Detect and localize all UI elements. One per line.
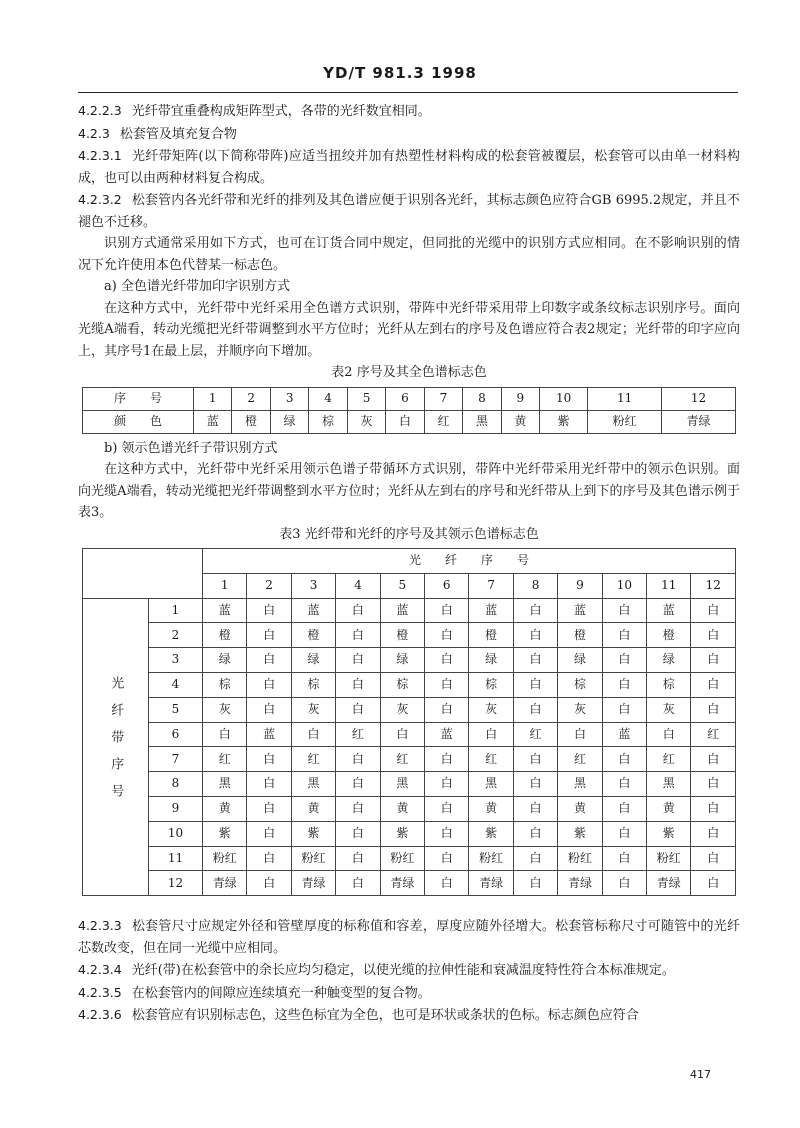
- table-cell: 绿: [647, 648, 691, 673]
- identification-paragraph: 识别方式通常采用如下方式，也可在订货合同中规定，但同批的光缆中的识别方式应相同。在不影响识别的情况下允许使用本色代替某一标志色。: [78, 236, 740, 273]
- column-number-cell: 3: [291, 573, 335, 598]
- table-cell: 青绿: [558, 871, 602, 896]
- ribbon-number-cell: 6: [149, 722, 203, 747]
- table-cell: 橙: [647, 623, 691, 648]
- table-cell: 白: [247, 697, 291, 722]
- table-cell: 白: [336, 648, 380, 673]
- clause-4-2-3-1: [78, 145, 740, 189]
- table-cell: 白: [203, 722, 247, 747]
- clause-text: 光纤(带)在松套管中的余长应均匀稳定，以使光缆的拉伸性能和衰减温度特性符合本标准规定。: [131, 963, 675, 978]
- table-cell: 白: [691, 796, 736, 821]
- clause-number: 4.2.3.4: [78, 962, 122, 977]
- table-cell: 橙: [232, 410, 270, 433]
- page-number: 417: [690, 1068, 711, 1081]
- table-row: [83, 722, 736, 747]
- table-cell: 蓝: [194, 410, 232, 433]
- table-cell: 蓝: [203, 598, 247, 623]
- document-body: [78, 100, 740, 898]
- table-cell: 橙: [558, 623, 602, 648]
- table-cell: 黄: [203, 796, 247, 821]
- table-cell: 棕: [291, 672, 335, 697]
- table-3: [82, 548, 736, 896]
- table-cell: 白: [425, 821, 469, 846]
- table-cell: 黑: [469, 772, 513, 797]
- fiber-number-header: 光 纤 序 号: [203, 549, 736, 574]
- clause-number: 4.2.3.5: [78, 984, 122, 1000]
- table-cell: 黑: [203, 772, 247, 797]
- column-number-cell: 10: [602, 573, 646, 598]
- table-cell: 白: [558, 722, 602, 747]
- ribbon-number-cell: 8: [149, 772, 203, 797]
- column-number-cell: 2: [247, 573, 291, 598]
- table-cell: 蓝: [558, 598, 602, 623]
- table-cell: 青绿: [662, 410, 736, 433]
- table-cell: 白: [291, 722, 335, 747]
- table-cell: 白: [336, 598, 380, 623]
- table-cell: 白: [247, 598, 291, 623]
- table-row: [83, 747, 736, 772]
- table-cell: 白: [602, 821, 646, 846]
- table-cell: 红: [336, 722, 380, 747]
- table-cell: 3: [270, 387, 308, 410]
- table-cell: 绿: [558, 648, 602, 673]
- table-cell: 白: [602, 623, 646, 648]
- table-cell: 灰: [469, 697, 513, 722]
- table-cell: 青绿: [380, 871, 424, 896]
- table-cell: 白: [336, 846, 380, 871]
- table-cell: 红: [291, 747, 335, 772]
- table-cell: 白: [380, 722, 424, 747]
- column-number-cell: 4: [336, 573, 380, 598]
- table-row: [83, 648, 736, 673]
- table-cell: 白: [513, 846, 557, 871]
- table-cell: 粉红: [558, 846, 602, 871]
- ribbon-number-header-text: 光纤带序号: [108, 675, 124, 811]
- table-row: [83, 598, 736, 623]
- column-number-cell: 9: [558, 573, 602, 598]
- table-cell: 白: [691, 672, 736, 697]
- table-cell: 红: [513, 722, 557, 747]
- row-label: 序 号: [83, 387, 194, 410]
- table-cell: 紫: [558, 821, 602, 846]
- table-cell: 黄: [291, 796, 335, 821]
- table-2-number-row: [83, 387, 736, 410]
- table-cell: 青绿: [291, 871, 335, 896]
- ribbon-number-cell: 4: [149, 672, 203, 697]
- table-cell: 红: [469, 747, 513, 772]
- table-cell: 白: [602, 648, 646, 673]
- clause-text: 松套管尺寸应规定外径和管壁厚度的标称值和容差，厚度应随外径增大。松套管标称尺寸可随管中的光纤芯数改变，但在同一光缆中应相同。: [78, 919, 740, 956]
- table-cell: 紫: [647, 821, 691, 846]
- table-cell: 青绿: [203, 871, 247, 896]
- table-row: [83, 796, 736, 821]
- table-cell: 蓝: [469, 598, 513, 623]
- clause-4-2-3-5: [78, 982, 740, 1005]
- table-cell: 白: [247, 747, 291, 772]
- table-cell: 红: [558, 747, 602, 772]
- table-cell: 红: [647, 747, 691, 772]
- table-cell: 粉红: [291, 846, 335, 871]
- table-cell: 蓝: [602, 722, 646, 747]
- table-cell: 紫: [380, 821, 424, 846]
- document-body-continued: [78, 915, 740, 1027]
- table-cell: 黄: [647, 796, 691, 821]
- table-cell: 1: [194, 387, 232, 410]
- column-number-cell: 8: [513, 573, 557, 598]
- table-cell: 白: [647, 722, 691, 747]
- table-cell: 棕: [469, 672, 513, 697]
- table-cell: 棕: [309, 410, 347, 433]
- table-cell: 白: [425, 598, 469, 623]
- ribbon-number-cell: 7: [149, 747, 203, 772]
- table-cell: 红: [424, 410, 462, 433]
- table-cell: 棕: [203, 672, 247, 697]
- table-row: [83, 623, 736, 648]
- clause-text: 松套管应有识别标志色，这些色标宜为全色，也可是环状或条状的色标。标志颜色应符合: [131, 1008, 639, 1023]
- table-cell: 白: [425, 747, 469, 772]
- item-a-text: 在这种方式中，光纤带中光纤采用全色谱方式识别，带阵中光纤带采用带上印数字或条纹标志识别序号。面向光缆A端看，转动光缆把光纤带调整到水平方位时；光纤从左到右的序号及色谱应符合表2规定；光纤带的印字应向上，其序号1在最上层，并顺序向下增加。: [78, 300, 740, 359]
- table-row: [83, 697, 736, 722]
- header-rule: [78, 92, 738, 93]
- column-number-cell: 5: [380, 573, 424, 598]
- table-cell: 2: [232, 387, 270, 410]
- table-cell: 白: [336, 747, 380, 772]
- clause-number: 4.2.3.6: [78, 1007, 122, 1022]
- table-cell: 白: [513, 697, 557, 722]
- table-cell: 白: [691, 871, 736, 896]
- table-cell: 灰: [380, 697, 424, 722]
- table-cell: 绿: [203, 648, 247, 673]
- ribbon-number-cell: 11: [149, 846, 203, 871]
- clause-4-2-2-3: [78, 100, 740, 123]
- clause-number: 4.2.2.3: [78, 103, 122, 118]
- table-cell: 7: [424, 387, 462, 410]
- table-cell: 白: [247, 871, 291, 896]
- table-cell: 白: [602, 772, 646, 797]
- table-cell: 白: [247, 672, 291, 697]
- item-a-title: a) 全色谱光纤带加印字识别方式: [104, 279, 290, 294]
- table-2-color-row: [83, 410, 736, 433]
- table-cell: 白: [602, 672, 646, 697]
- table-cell: 黑: [463, 410, 501, 433]
- table-cell: 白: [336, 821, 380, 846]
- table-cell: 白: [513, 772, 557, 797]
- table-cell: 黑: [558, 772, 602, 797]
- table-cell: 橙: [203, 623, 247, 648]
- table-cell: 黄: [558, 796, 602, 821]
- table-cell: 红: [380, 747, 424, 772]
- table-cell: 灰: [203, 697, 247, 722]
- table-cell: 白: [602, 796, 646, 821]
- table-cell: 白: [691, 846, 736, 871]
- clause-number: 4.2.3.3: [78, 918, 122, 933]
- clause-4-2-3-3: [78, 915, 740, 959]
- table-cell: 黄: [380, 796, 424, 821]
- table-cell: 白: [336, 623, 380, 648]
- table-cell: 灰: [291, 697, 335, 722]
- table-cell: 粉红: [380, 846, 424, 871]
- table-cell: 白: [602, 871, 646, 896]
- table-cell: 紫: [291, 821, 335, 846]
- table-cell: 白: [513, 821, 557, 846]
- table-cell: 棕: [380, 672, 424, 697]
- table-cell: 白: [386, 410, 424, 433]
- table-cell: 蓝: [647, 598, 691, 623]
- clause-number: 4.2.3.1: [78, 148, 122, 163]
- table-cell: 9: [501, 387, 539, 410]
- table-cell: 黑: [291, 772, 335, 797]
- table-cell: 白: [691, 623, 736, 648]
- table-row: [83, 672, 736, 697]
- table-cell: 白: [691, 648, 736, 673]
- item-b-title: b) 领示色谱光纤子带识别方式: [104, 440, 278, 456]
- table-2-caption: 表2 序号及其全色谱标志色: [331, 365, 487, 380]
- table-cell: 黄: [501, 410, 539, 433]
- table-cell: 蓝: [291, 598, 335, 623]
- table-cell: 白: [513, 648, 557, 673]
- table-cell: 白: [425, 648, 469, 673]
- table-cell: 白: [336, 796, 380, 821]
- table-cell: 白: [336, 697, 380, 722]
- table-cell: 白: [513, 796, 557, 821]
- table-cell: 紫: [469, 821, 513, 846]
- table-cell: 黑: [647, 772, 691, 797]
- table-cell: 青绿: [469, 871, 513, 896]
- table-cell: 粉红: [588, 410, 662, 433]
- ribbon-number-header: [83, 598, 149, 896]
- table-cell: 橙: [291, 623, 335, 648]
- table-3-caption: 表3 光纤带和光纤的序号及其领示色谱标志色: [279, 526, 539, 542]
- table-cell: 棕: [558, 672, 602, 697]
- table-cell: 橙: [380, 623, 424, 648]
- table-cell: 白: [336, 772, 380, 797]
- table-cell: 白: [247, 623, 291, 648]
- clause-4-2-3: [78, 123, 740, 146]
- table-cell: 灰: [558, 697, 602, 722]
- table-cell: 白: [247, 772, 291, 797]
- table-cell: 粉红: [469, 846, 513, 871]
- table-cell: 白: [691, 697, 736, 722]
- table-cell: 白: [513, 747, 557, 772]
- table-cell: 白: [336, 871, 380, 896]
- table-cell: 白: [425, 672, 469, 697]
- table-2: [82, 387, 736, 434]
- table-row: [83, 772, 736, 797]
- table-cell: 红: [691, 722, 736, 747]
- table-row: [83, 821, 736, 846]
- table-cell: 白: [247, 648, 291, 673]
- table-cell: 红: [203, 747, 247, 772]
- clause-number: 4.2.3.2: [78, 192, 122, 207]
- standard-header: YD/T 981.3 1998: [323, 64, 477, 82]
- table-cell: 灰: [647, 697, 691, 722]
- table-row: [83, 871, 736, 896]
- clause-text: 松套管内各光纤带和光纤的排列及其色谱应便于识别各光纤，其标志颜色应符合GB 6995.2规定，并且不褪色不迁移。: [78, 193, 740, 230]
- ribbon-number-cell: 9: [149, 796, 203, 821]
- table-cell: 11: [588, 387, 662, 410]
- ribbon-number-cell: 2: [149, 623, 203, 648]
- table-cell: 12: [662, 387, 736, 410]
- table-cell: 白: [247, 796, 291, 821]
- table-cell: 白: [513, 871, 557, 896]
- table-cell: 白: [425, 772, 469, 797]
- ribbon-number-cell: 5: [149, 697, 203, 722]
- table-cell: 白: [425, 796, 469, 821]
- table-cell: 白: [513, 598, 557, 623]
- table-cell: 棕: [647, 672, 691, 697]
- table-cell: 8: [463, 387, 501, 410]
- table-cell: 白: [247, 846, 291, 871]
- column-number-cell: 6: [425, 573, 469, 598]
- clause-text: 光纤带宜重叠构成矩阵型式，各带的光纤数宜相同。: [131, 104, 431, 119]
- column-number-cell: 12: [691, 573, 736, 598]
- table-cell: 白: [691, 821, 736, 846]
- ribbon-number-cell: 10: [149, 821, 203, 846]
- table-cell: 白: [425, 697, 469, 722]
- table-cell: 白: [691, 747, 736, 772]
- table-cell: 白: [691, 772, 736, 797]
- table-cell: 粉红: [203, 846, 247, 871]
- table-cell: 白: [513, 672, 557, 697]
- column-number-cell: 1: [203, 573, 247, 598]
- table-cell: 蓝: [247, 722, 291, 747]
- table-cell: 白: [602, 598, 646, 623]
- table-cell: 5: [347, 387, 385, 410]
- table-cell: 粉红: [647, 846, 691, 871]
- table-cell: 白: [469, 722, 513, 747]
- table-cell: 绿: [380, 648, 424, 673]
- table-cell: 青绿: [647, 871, 691, 896]
- row-label: 颜 色: [83, 410, 194, 433]
- table-cell: 10: [540, 387, 588, 410]
- table-cell: 白: [602, 846, 646, 871]
- table-cell: 白: [425, 846, 469, 871]
- corner-cell: [83, 549, 203, 599]
- table-cell: 紫: [203, 821, 247, 846]
- clause-number: 4.2.3: [78, 125, 110, 141]
- table-cell: 白: [336, 672, 380, 697]
- clause-text: 松套管及填充复合物: [119, 126, 237, 142]
- table-cell: 白: [425, 623, 469, 648]
- table-cell: 白: [691, 598, 736, 623]
- table-cell: 白: [602, 697, 646, 722]
- table-cell: 蓝: [380, 598, 424, 623]
- table-cell: 白: [425, 871, 469, 896]
- ribbon-number-cell: 12: [149, 871, 203, 896]
- table-cell: 白: [602, 747, 646, 772]
- table-cell: 绿: [291, 648, 335, 673]
- clause-4-2-3-6: [78, 1004, 740, 1027]
- table-cell: 4: [309, 387, 347, 410]
- ribbon-number-cell: 3: [149, 648, 203, 673]
- table-cell: 白: [247, 821, 291, 846]
- table-cell: 白: [513, 623, 557, 648]
- table-cell: 6: [386, 387, 424, 410]
- table-cell: 紫: [540, 410, 588, 433]
- clause-4-2-3-2: [78, 189, 740, 233]
- column-number-cell: 7: [469, 573, 513, 598]
- ribbon-number-cell: 1: [149, 598, 203, 623]
- table-cell: 绿: [469, 648, 513, 673]
- table-cell: 黄: [469, 796, 513, 821]
- table-row: [83, 846, 736, 871]
- table-cell: 蓝: [425, 722, 469, 747]
- item-b-text: 在这种方式中，光纤带中光纤采用领示色谱子带循环方式识别，带阵中光纤带采用光纤带中的领示色识别。面向光缆A端看，转动光缆把光纤带调整到水平方位时；光纤从左到右的序号和光纤带从上到下的序号及其色谱示例于表3。: [78, 462, 740, 520]
- table-cell: 黑: [380, 772, 424, 797]
- clause-4-2-3-4: [78, 959, 740, 982]
- table-cell: 橙: [469, 623, 513, 648]
- clause-text: 光纤带矩阵(以下简称带阵)应适当扭绞并加有热塑性材料构成的松套管被覆层，松套管可以由单一材料构成，也可以由两种材料复合构成。: [78, 149, 740, 186]
- column-number-cell: 11: [647, 573, 691, 598]
- table-cell: 灰: [347, 410, 385, 433]
- clause-text: 在松套管内的间隙应连续填充一种触变型的复合物。: [131, 985, 431, 1001]
- table-cell: 绿: [270, 410, 308, 433]
- table-3-header-row: [83, 549, 736, 574]
